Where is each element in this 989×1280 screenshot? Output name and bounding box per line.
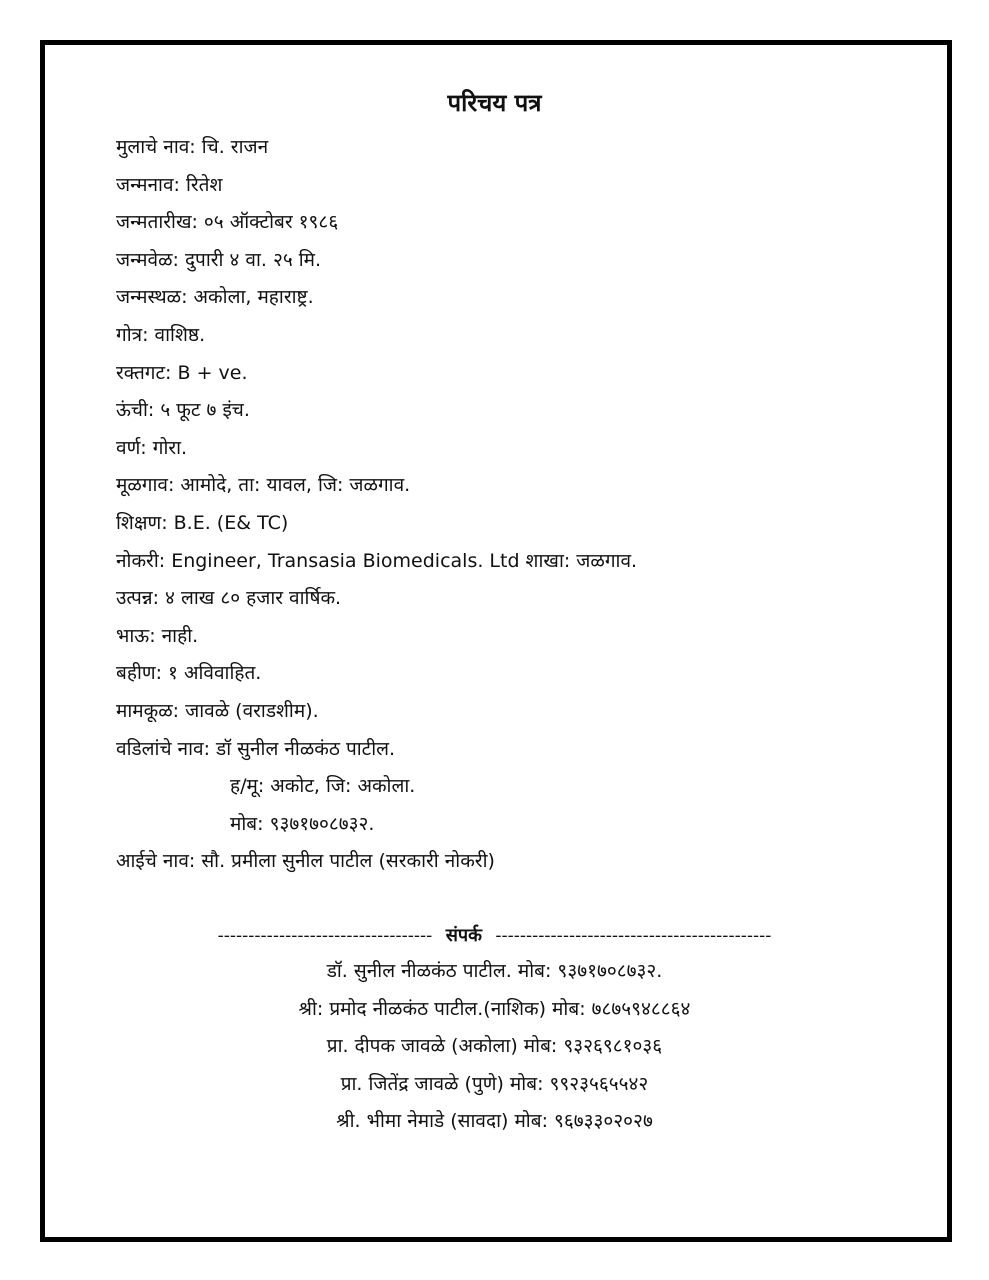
detail-father-residence: ह/मू: अकोट, जि: अकोला. [230, 775, 416, 798]
detail-height: ऊंची: ५ फूट ७ इंच. [116, 399, 250, 422]
detail-income: उत्पन्न: ४ लाख ८० हजार वार्षिक. [116, 587, 342, 610]
detail-blood-group: रक्तगट: B + ve. [116, 361, 248, 384]
contact-divider-left: ----------------------------------- [217, 926, 433, 946]
detail-education: शिक्षण: B.E. (E& TC) [116, 511, 289, 534]
detail-brother: भाऊ: नाही. [116, 624, 199, 647]
contact-list [0, 956, 989, 1144]
detail-sister: बहीण: १ अविवाहित. [116, 662, 262, 685]
contact-item: डॉ. सुनील नीळकंठ पाटील. मोब: ९३७१७०८७३२. [326, 960, 663, 982]
detail-mother-name: आईचे नाव: सौ. प्रमीला सुनील पाटील (सरकारी नोकरी) [116, 850, 495, 873]
contact-section-header [0, 922, 989, 950]
detail-complexion: वर्ण: गोरा. [116, 436, 188, 459]
contact-heading: संपर्क [445, 925, 482, 946]
contact-item: प्रा. जितेंद्र जावळे (पुणे) मोब: ९९२३५६५५४२ [340, 1072, 649, 1095]
detail-father-mobile: मोब: ९३७१७०८७३२. [230, 812, 375, 835]
contact-item: श्री. भीमा नेमाडे (सावदा) मोब: ९६७३३०२०२७ [336, 1110, 653, 1133]
detail-father-name: वडिलांचे नाव: डॉ सुनील नीळकंठ पाटील. [116, 737, 396, 760]
detail-job: नोकरी: Engineer, Transasia Biomedicals. Ltd शाखा: जळगाव. [116, 549, 638, 572]
detail-gotra: गोत्र: वाशिष्ठ. [116, 323, 206, 346]
detail-maternal-family: मामकूळ: जावळे (वराडशीम). [116, 699, 319, 722]
contact-item: श्री: प्रमोद नीळकंठ पाटील.(नाशिक) मोब: ७८७५९४८८६४ [298, 997, 691, 1020]
detail-birth-name: जन्मनाव: रितेश [116, 173, 223, 196]
details-list [116, 132, 876, 884]
detail-boy-name: मुलाचे नाव: चि. राजन [116, 136, 269, 158]
contact-divider-right: --------------------------------------------- [495, 926, 772, 946]
page-title: परिचय पत्र [447, 89, 542, 117]
contact-item: प्रा. दीपक जावळे (अकोला) मोब: ९३२६९८१०३६ [326, 1035, 663, 1058]
detail-birth-place: जन्मस्थळ: अकोला, महाराष्ट्र. [116, 286, 314, 309]
detail-birth-time: जन्मवेळ: दुपारी ४ वा. २५ मि. [116, 248, 322, 271]
detail-birth-date: जन्मतारीख: ०५ ऑक्टोबर १९८६ [116, 211, 339, 234]
detail-native-place: मूळगाव: आमोदे, ता: यावल, जि: जळगाव. [116, 474, 411, 497]
